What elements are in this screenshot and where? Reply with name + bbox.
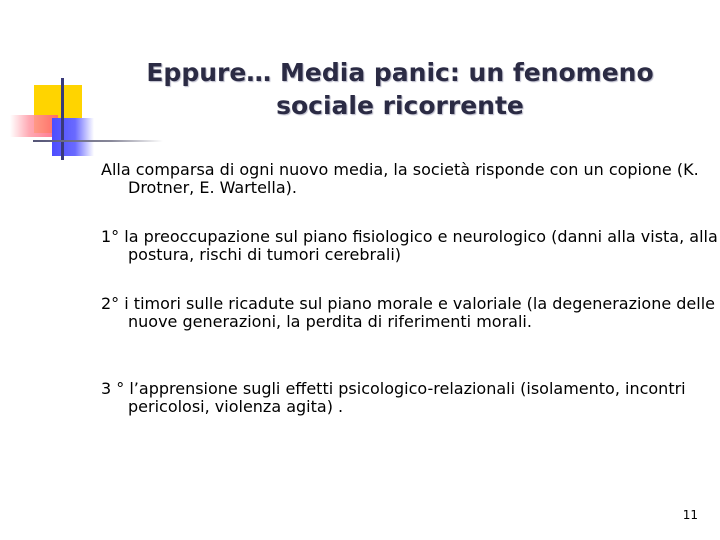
paragraph-point-3: 3 ° l’apprensione sugli effetti psicologico-relazionali (isolamento, incontri pericolosi, violenza agita) . (101, 379, 686, 416)
logo-horizontal-line (33, 140, 163, 142)
title-line-1: Eppure… Media panic: un fenomeno (146, 58, 654, 87)
slide-title (100, 56, 700, 122)
logo-red-bar (10, 115, 58, 137)
logo-blue-square (52, 118, 94, 156)
page-number: 11 (682, 508, 698, 522)
paragraph-point-1: 1° la preoccupazione sul piano fisiologico e neurologico (danni alla vista, alla postura, rischi di tumori cerebrali) (101, 227, 718, 264)
paragraph-point-2: 2° i timori sulle ricadute sul piano morale e valoriale (la degenerazione delle nuove generazioni, la perdita di riferimenti morali. (101, 294, 716, 331)
paragraph-intro: Alla comparsa di ogni nuovo media, la società risponde con un copione (K. Drotner, E. Wartella). (101, 160, 699, 197)
title-line-2: sociale ricorrente (276, 91, 524, 120)
logo-vertical-line (61, 78, 64, 160)
